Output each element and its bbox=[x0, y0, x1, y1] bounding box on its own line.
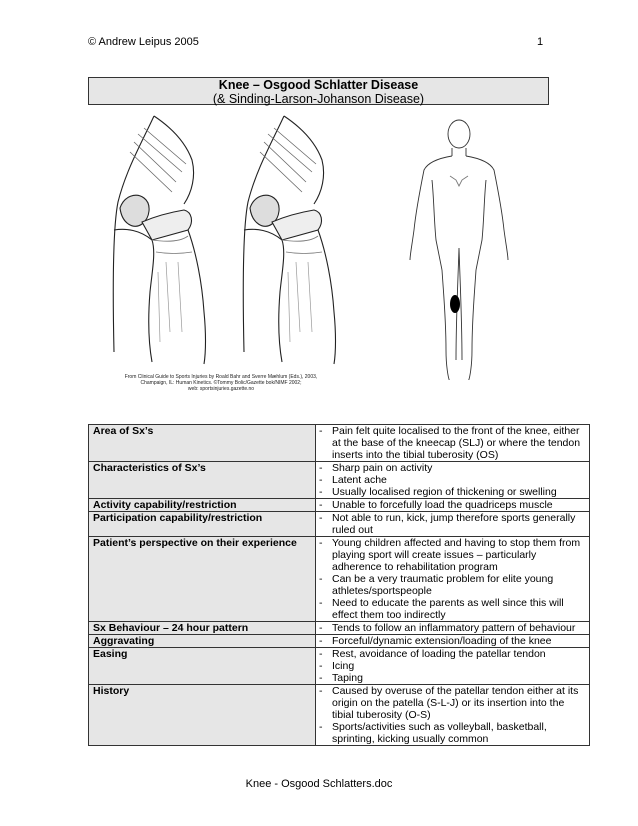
list-item: - Usually localised region of thickening or swelling bbox=[316, 486, 585, 498]
row-value bbox=[316, 512, 590, 537]
row-value bbox=[316, 635, 590, 648]
row-value bbox=[316, 537, 590, 622]
list-item: - Tends to follow an inflammatory pattern of behaviour bbox=[316, 622, 585, 634]
table-row bbox=[89, 635, 590, 648]
title-box bbox=[88, 77, 549, 105]
row-label: History bbox=[89, 685, 316, 746]
row-value bbox=[316, 425, 590, 462]
row-label: Sx Behaviour – 24 hour pattern bbox=[89, 622, 316, 635]
row-label: Patient’s perspective on their experience bbox=[89, 537, 316, 622]
table-row bbox=[89, 685, 590, 746]
row-label: Participation capability/restriction bbox=[89, 512, 316, 537]
row-value bbox=[316, 685, 590, 746]
body-chart bbox=[410, 120, 508, 380]
row-value bbox=[316, 622, 590, 635]
row-label: Easing bbox=[89, 648, 316, 685]
table-row bbox=[89, 648, 590, 685]
row-value bbox=[316, 499, 590, 512]
table-row bbox=[89, 512, 590, 537]
table-row bbox=[89, 425, 590, 462]
caption-line: web: sportsinjuries.gazette.no bbox=[187, 386, 255, 392]
knee-illustration-right bbox=[243, 116, 335, 364]
table-row bbox=[89, 537, 590, 622]
list-item: - Unable to forcefully load the quadriceps muscle bbox=[316, 499, 585, 511]
footer-filename: Knee - Osgood Schlatters.doc bbox=[245, 778, 393, 790]
pain-area-marker bbox=[450, 295, 460, 313]
figure-caption bbox=[111, 374, 331, 392]
knee-illustration-left bbox=[113, 116, 205, 364]
list-item: - Pain felt quite localised to the front of the knee, either at the base of the kneecap (SLJ) or where the tendon inserts into the tibial tuberosity (OS) bbox=[316, 425, 585, 461]
row-label: Aggravating bbox=[89, 635, 316, 648]
list-item: - Not able to run, kick, jump therefore sports generally ruled out bbox=[316, 512, 585, 536]
row-label: Area of Sx’s bbox=[89, 425, 316, 462]
table-row bbox=[89, 499, 590, 512]
symptoms-table bbox=[88, 424, 590, 746]
row-label: Activity capability/restriction bbox=[89, 499, 316, 512]
page-subtitle: (& Sinding-Larson-Johanson Disease) bbox=[212, 92, 425, 106]
list-item: - Caused by overuse of the patellar tendon either at its origin on the patella (S-L-J) or its insertion into the tibial tuberosity (O-S) bbox=[316, 685, 585, 721]
row-value bbox=[316, 648, 590, 685]
list-item: - Sports/activities such as volleyball, basketball, sprinting, kicking usually common bbox=[316, 721, 585, 745]
list-item: - Forceful/dynamic extension/loading of the knee bbox=[316, 635, 585, 647]
knee-anatomy-figure bbox=[96, 112, 536, 380]
list-item: - Can be a very traumatic problem for elite young athletes/sportspeople bbox=[316, 573, 585, 597]
list-item: - Need to educate the parents as well since this will effect them too indirectly bbox=[316, 597, 585, 621]
list-item: - Young children affected and having to stop them from playing sport will create issues – particularly adherence to rehabilitation program bbox=[316, 537, 585, 573]
row-value bbox=[316, 462, 590, 499]
list-item: - Icing bbox=[316, 660, 585, 672]
table-row bbox=[89, 462, 590, 499]
list-item: - Taping bbox=[316, 672, 585, 684]
list-item: - Sharp pain on activity bbox=[316, 462, 585, 474]
caption-line: Champaign, IL: Human Kinetics. ©Tommy Bolic/Gazette bok/NIMF 2002; bbox=[140, 380, 302, 386]
list-item: - Rest, avoidance of loading the patellar tendon bbox=[316, 648, 585, 660]
caption-line: From Clinical Guide to Sports Injuries by Roald Bahr and Sverre Mæhlum (Eds.), 2003, bbox=[124, 374, 318, 380]
row-label: Characteristics of Sx’s bbox=[89, 462, 316, 499]
header-page-number: 1 bbox=[537, 36, 544, 48]
list-item: - Latent ache bbox=[316, 474, 585, 486]
header-copyright: © Andrew Leipus 2005 bbox=[88, 36, 199, 48]
table-row bbox=[89, 622, 590, 635]
page-title: Knee – Osgood Schlatter Disease bbox=[218, 78, 419, 92]
